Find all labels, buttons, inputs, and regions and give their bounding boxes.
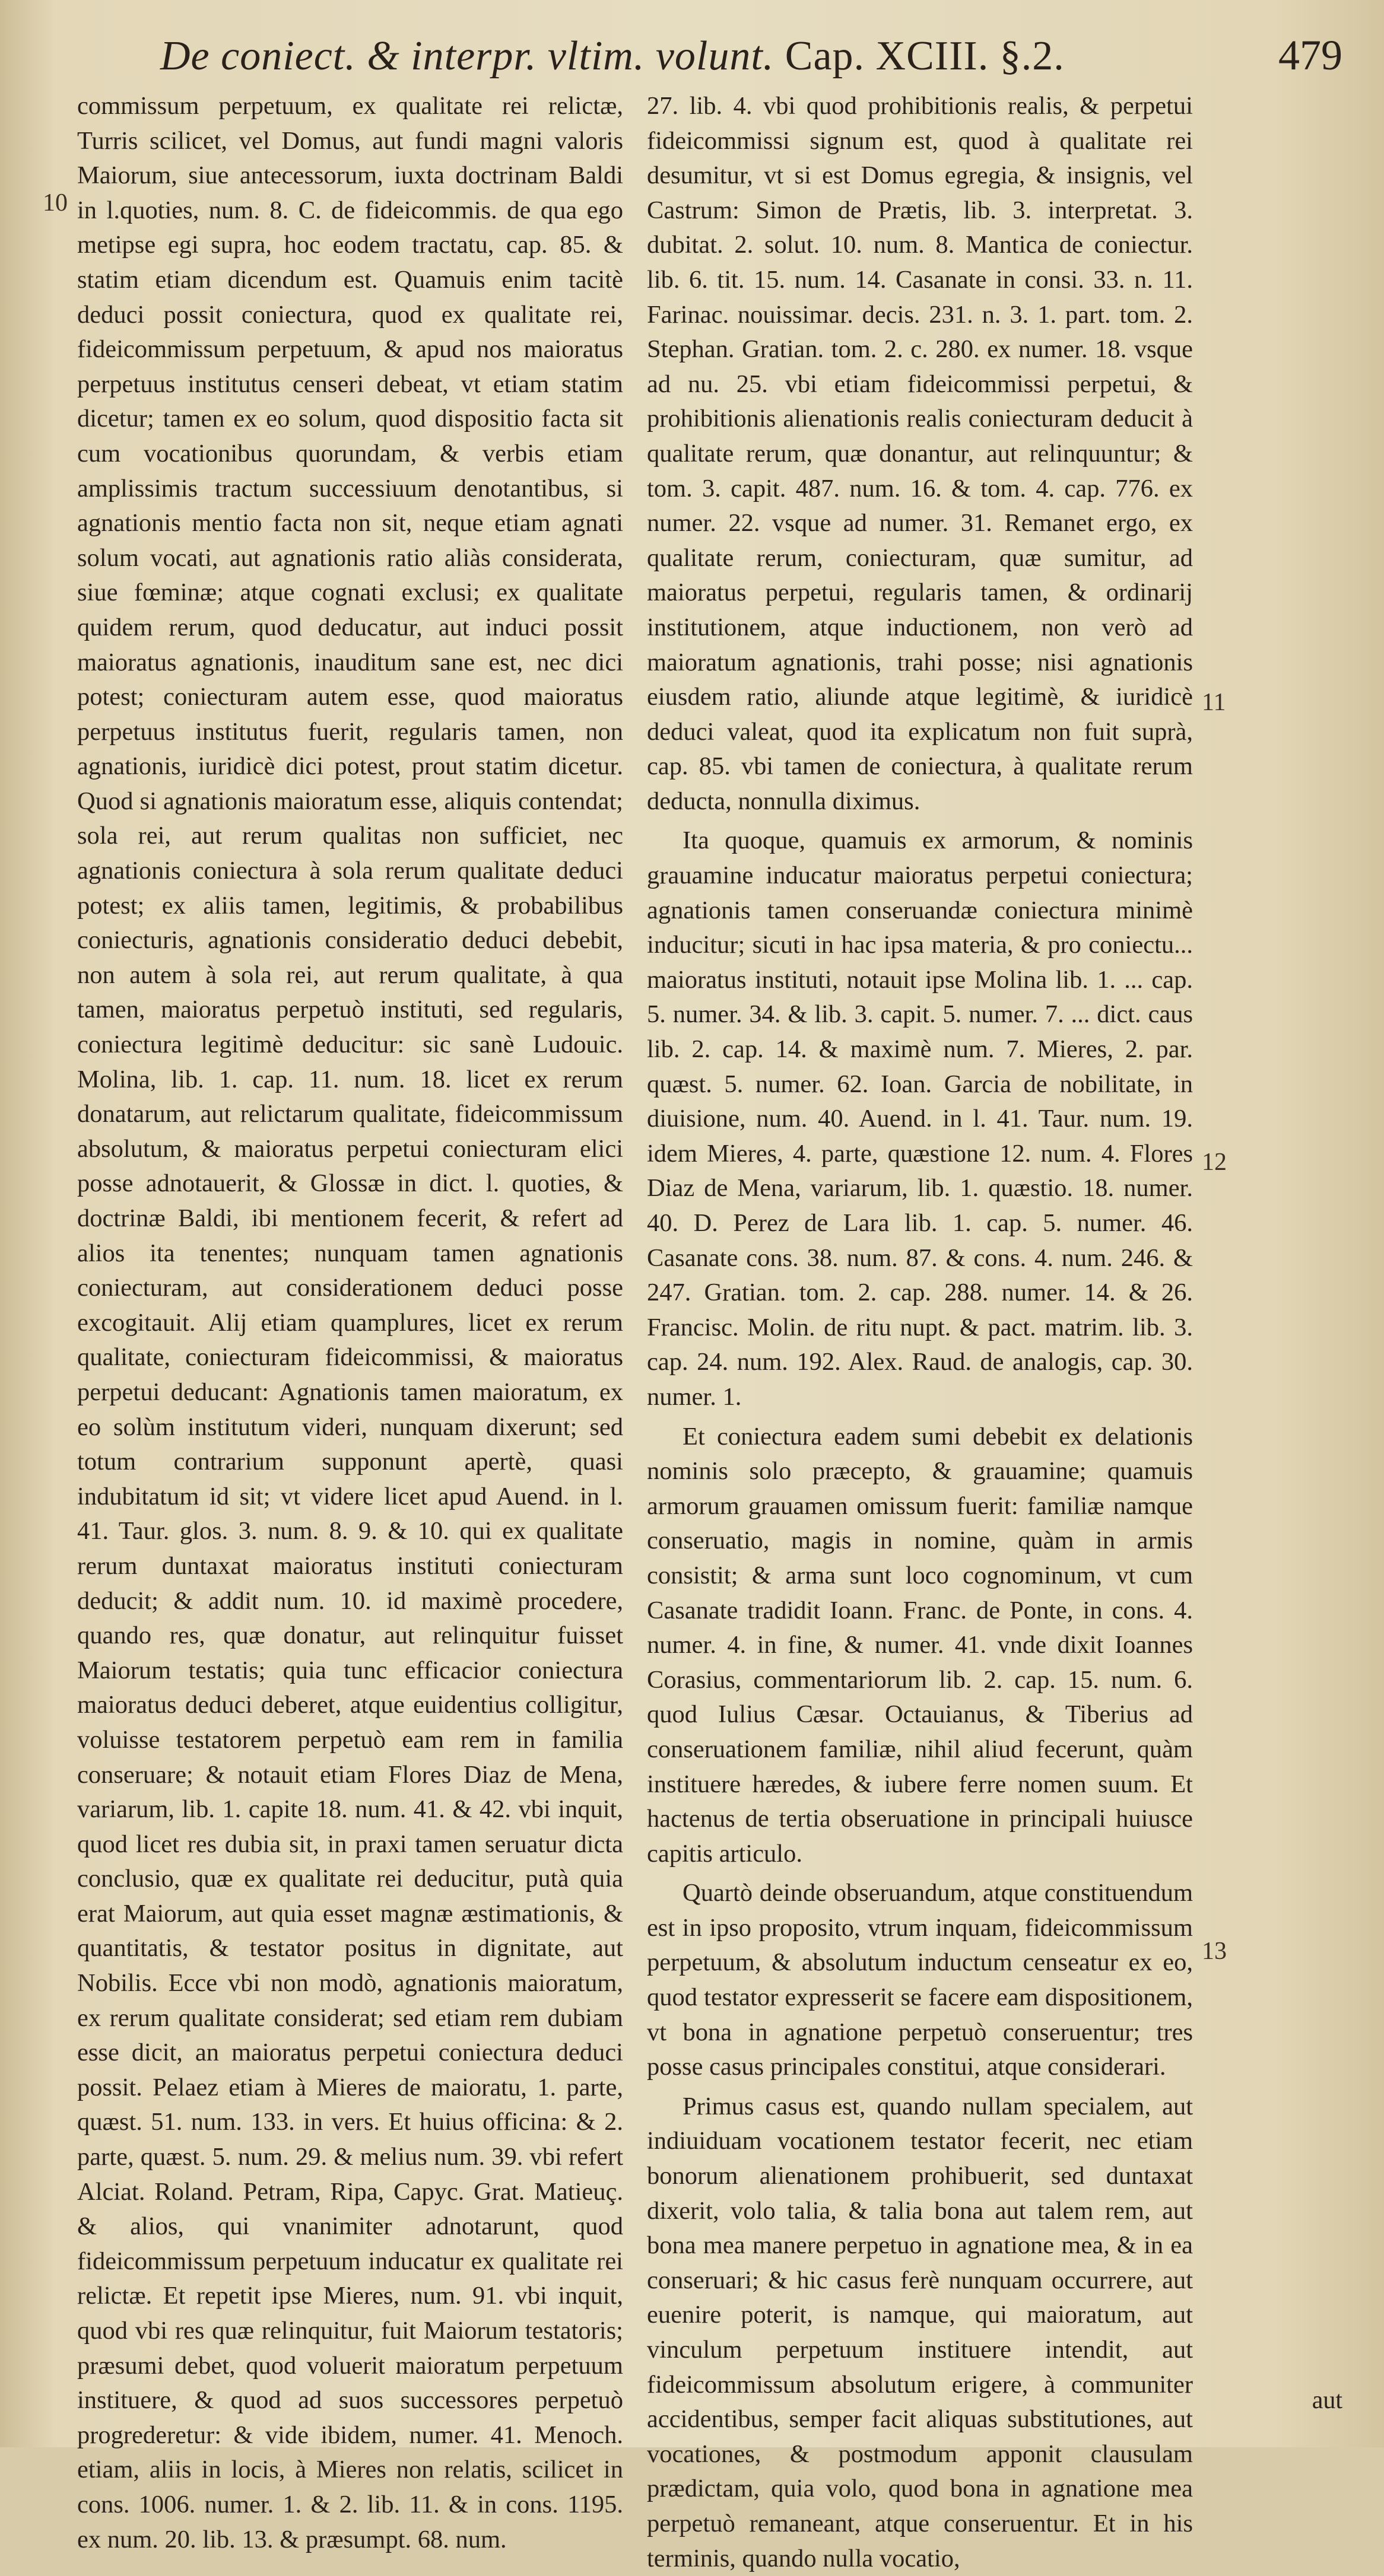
margin-number-10: 10 bbox=[43, 189, 68, 217]
margin-number-12: 12 bbox=[1202, 1149, 1227, 1176]
left-column bbox=[77, 89, 623, 2557]
right-paragraph-5: Primus casus est, quando nullam specialem, aut indiuiduam vocationem testator fecerit, nec etiam bonorum alienationem prohibuerit, sed duntaxat dixerit, volo talia, & talia bona aut talem rem, aut bona mea manere perpetuo in agnatione mea, & in ea conseruari; & hic casus ferè nunquam occurrere, aut euenire poterit, is namque, qui maioratum, aut vinculum perpetuum instituere intendit, aut fideicommissum absolutum erigere, à communiter accidentibus, semper facit aliquas substitutiones, aut vocationes, & postmodum apponit clausulam prædictam, quia volo, quod bona in agnatione mea perpetuò remaneant, atque conseruentur. Et in his terminis, quando nulla vocatio, bbox=[647, 2092, 1193, 2572]
margin-number-11: 11 bbox=[1202, 689, 1226, 716]
catchword: aut bbox=[1312, 2387, 1342, 2414]
right-column bbox=[647, 89, 1193, 2576]
running-title bbox=[160, 33, 1065, 80]
right-paragraph-2: Ita quoque, quamuis ex armorum, & nominis grauamine inducatur maioratus perpetui coniectura; agnationis tamen conseruandæ coniectura minimè inducitur; sicuti in hac ipsa materia, & pro coniectu... maioratus instituti, notauit ipse Molina lib. 1. ... cap. 5. numer. 34. & lib. 3. capit. 5. numer. 7. ... dict. caus lib. 2. cap. 14. & maximè num. 7. Mieres, 2. par. quæst. 5. numer. 62. Ioan. Garcia de nobilitate, in diuisione, num. 40. Auend. in l. 41. Taur. num. 19. idem Mieres, 4. parte, quæstione 12. num. 4. Flores Diaz de Mena, variarum, lib. 1. quæstio. 18. numer. 40. D. Perez de Lara lib. 1. cap. 5. numer. 46. Casanate cons. 38. num. 87. & cons. 4. num. 246. & 247. Gratian. tom. 2. cap. 288. numer. 14. & 26. Francisc. Molin. de ritu nupt. & pact. matrim. lib. 3. cap. 24. num. 192. Alex. Raud. de analogis, cap. 30. numer. 1. bbox=[647, 826, 1193, 1411]
left-paragraph-1: commissum perpetuum, ex qualitate rei relictæ, Turris scilicet, vel Domus, aut fundi magni valoris Maiorum, siue antecessorum, iuxta doctrinam Baldi in l.quoties, num. 8. C. de fideicommis. de qua ego metipse egi supra, hoc eodem tractatu, cap. 85. & statim etiam dicendum est. Quamuis enim tacitè deduci possit coniectura, quod ex qualitate rei, fideicommissum perpetuum, & apud nos maioratus perpetuus institutus censeri debeat, vt etiam statim dicetur; tamen ex eo solum, quod dispositio facta sit cum vocationibus quorundam, & verbis etiam amplissimis tractum successiuum denotantibus, si agnationis mentio facta non sit, neque etiam agnati solum vocati, aut agnationis ratio aliàs considerata, siue fœminæ; atque cognati exclusi; ex qualitate quidem rerum, quod deducatur, aut induci possit maioratus agnationis, inauditum sane est, nec dici potest; coniecturam autem esse, quod maioratus perpetuus institutus fuerit, regularis tamen, non agnationis, iuridicè dici potest, prout statim dicetur. Quod si agnationis maioratum esse, aliquis contendat; sola rei, aut rerum qualitas non sufficiet, nec agnationis coniectura à sola rerum qualitate deduci potest; ex aliis tamen, legitimis, & probabilibus coniecturis, agnationis consideratio deduci debebit, non autem à sola rei, aut rerum qualitate, à qua tamen, maioratus perpetuò instituti, sed regularis, coniectura legitimè deducitur: sic sanè Ludouic. Molina, lib. 1. cap. 11. num. 18. licet ex rerum donatarum, aut relictarum qualitate, fideicommissum absolutum, & maioratus perpetui coniecturam elici posse adnotauerit, & Glossæ in dict. l. quoties, & doctrinæ Baldi, ibi mentionem fecerit, & refert ad alios ita tenentes; nunquam tamen agnationis coniecturam, aut considerationem deduci posse excogitauit. Alij etiam quamplures, licet ex rerum qualitate, coniecturam fideicommissi, & maioratus perpetui deducant: Agnationis tamen maioratum, ex eo solùm institutum videri, nunquam dixerunt; sed totum contrarium supponunt apertè, quasi indubitatum id sit; vt videre licet apud Auend. in l. 41. Taur. glos. 3. num. 8. 9. & 10. qui ex qualitate rerum duntaxat maioratus instituti coniecturam deducit; & addit num. 10. id maximè procedere, quando res, quæ donatur, aut relinquitur fuisset Maiorum testatis; quia tunc efficacior coniectura maioratus deduci deberet, atque euidentius colligitur, voluisse testatorem perpetuò eam rem in familia conseruare; & notauit etiam Flores Diaz de Mena, variarum, lib. 1. capite 18. num. 41. & 42. vbi inquit, quod licet res dubia sit, in praxi tamen seruatur dicta conclusio, quæ ex qualitate rei deducitur, putà quia erat Maiorum, aut quia esset magnæ æstimationis, & quantitatis, & testator positus in dignitate, aut Nobilis. Ecce vbi non modò, agnationis maioratum, ex rerum qualitate considerat; sed etiam rem dubiam esse dicit, an maioratus perpetui coniectura deduci possit. Pelaez etiam à Mieres de maioratu, 1. parte, quæst. 51. num. 133. in vers. Et huius officina: & 2. parte, quæst. 5. num. 29. & melius num. 39. vbi refert Alciat. Roland. Petram, Ripa, Capyc. Grat. Matieuç. & alios, qui vnanimiter adnotarunt, quod fideicommissum perpetuum inducatur ex qualitate rei relictæ. Et repetit ipse Mieres, num. 91. vbi inquit, quod vbi res quæ relinquitur, fuit Maiorum testatoris; præsumi debet, quod voluerit maioratum perpetuum instituere, & quod ad suos successores perpetuò progrederetur: & vide ibidem, numer. 41. Menoch. etiam, aliis in locis, à Mieres non relatis, scilicet in cons. 1006. numer. 1. & 2. lib. 11. & in cons. 1195. ex num. 20. lib. 13. & præsumpt. 68. num. bbox=[77, 92, 623, 2553]
running-head bbox=[160, 31, 1342, 87]
page-number: 479 bbox=[1278, 31, 1342, 79]
chapter-reference: Cap. XCIII. §.2. bbox=[785, 33, 1065, 79]
running-title-text: De coniect. & interpr. vltim. volunt. bbox=[160, 33, 774, 79]
margin-number-13: 13 bbox=[1202, 1938, 1227, 1965]
right-paragraph-4: Quartò deinde obseruandum, atque constituendum est in ipso proposito, vtrum inquam, fideicommissum perpetuum, & absolutum inductum censeatur ex eo, quod testator expresserit se facere eam dispositionem, vt bona in agnatione perpetuò conseruentur; tres posse casus principales constitui, atque considerari. bbox=[647, 1879, 1193, 2081]
right-paragraph-1: 27. lib. 4. vbi quod prohibitionis realis, & perpetui fideicommissi signum est, quod à qualitate rei desumitur, vt si est Domus egregia, & insignis, vel Castrum: Simon de Prætis, lib. 3. interpretat. 3. dubitat. 2. solut. 10. num. 8. Mantica de coniectur. lib. 6. tit. 15. num. 14. Casanate in consi. 33. n. 11. Farinac. nouissimar. decis. 231. n. 3. 1. part. tom. 2. Stephan. Gratian. tom. 2. c. 280. ex numer. 18. vsque ad nu. 25. vbi etiam fideicommissi perpetui, & prohibitionis alienationis realis coniecturam deducit à qualitate rerum, quæ donantur, aut relinquuntur; & tom. 3. capit. 487. num. 16. & tom. 4. cap. 776. ex numer. 22. vsque ad numer. 31. Remanet ergo, ex qualitate rerum, coniecturam, quæ sumitur, ad maioratus perpetui, regularis tamen, & ordinarij institutionem, atque inductionem, non verò ad maioratum agnationis, trahi posse; nisi agnationis eiusdem ratio, aliunde atque legitimè, & iuridicè deduci valeat, quod ita explicatum non fuit suprà, cap. 85. vbi tamen de coniectura, à qualitate rerum deducta, nonnulla diximus. bbox=[647, 92, 1193, 815]
right-paragraph-3: Et coniectura eadem sumi debebit ex delationis nominis solo præcepto, & grauamine; quamuis armorum grauamen omissum fuerit: familiæ namque conseruatio, magis in nomine, quàm in armis consistit; & arma sunt loco cognominum, vt cum Casanate tradidit Ioann. Franc. de Ponte, in cons. 4. numer. 4. in fine, & numer. 41. vnde dixit Ioannes Corasius, commentariorum lib. 2. cap. 15. num. 6. quod Iulius Cæsar. Octauianus, & Tiberius ad conseruationem familiæ, nihil aliud fecerunt, quàm instituere hæredes, & iubere ferre nomen suum. Et hactenus de tertia obseruatione in principali huiusce capitis articulo. bbox=[647, 1422, 1193, 1868]
